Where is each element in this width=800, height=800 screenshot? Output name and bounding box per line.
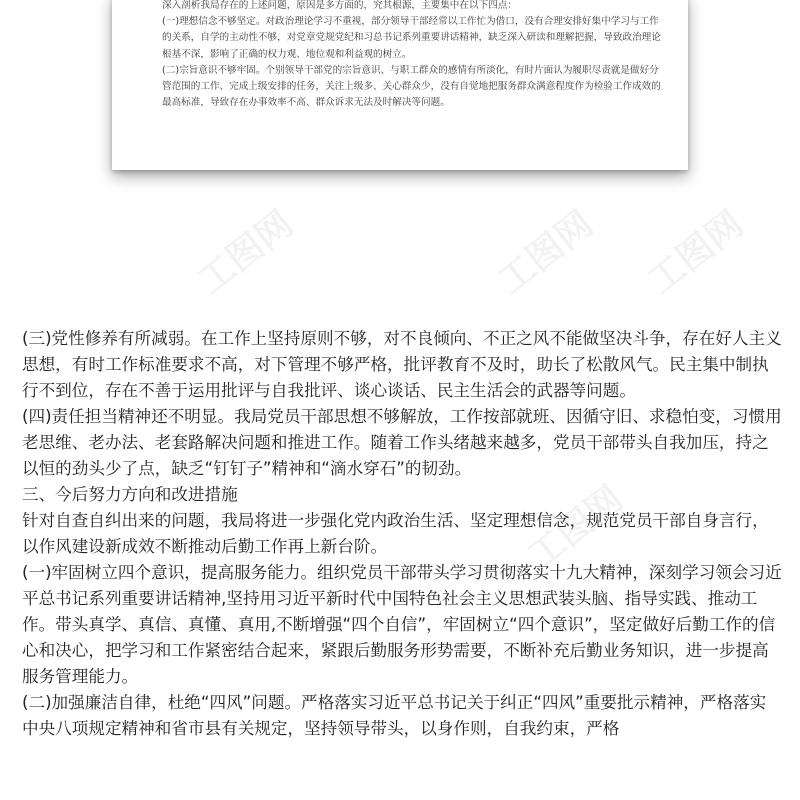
paragraph-4: (四)责任担当精神还不明显。我局党员干部思想不够解放，工作按部就班、因循守旧、求稳怕变，习惯用老思维、老办法、老套路解决问题和推进工作。随着工作头绪越来越多，党员干部带头自我加压，持之以恒的劲头少了点，缺乏“钉钉子”精神和“滴水穿石”的韧劲。 — [22, 407, 782, 478]
watermark: 工图网 — [520, 478, 632, 578]
measure-2: (二)加强廉洁自律，杜绝“四风”问题。严格落实习近平总书记关于纠正“四风”重要批示精神，严格落实中央八项规定精神和省市县有关规定，坚持领导带头，以身作则，自我约束，严格 — [22, 693, 767, 738]
card-para-2: (二)宗旨意识不够牢固。个别领导干部党的宗旨意识、与职工群众的感情有所淡化，有时片面认为履职尽责就是做好分管范围的工作、完成上级安排的任务，关注上级多、关心群众少，没有自觉地把服务群众满意程度作为检验工作成效的最高标准，导致存在办事效率不高、群众诉求无法及时解决等问题。 — [162, 64, 661, 109]
card-intro: 深入剖析我局存在的上述问题，原因是多方面的，究其根源，主要集中在以下四点： — [162, 0, 517, 11]
card-para-1: (一)理想信念不够坚定。对政治理论学习不重视，部分领导干部经常以工作忙为借口，没有合理安排好集中学习与工作的关系，自学的主动性不够，对党章党规党纪和习总书记系列重要讲话精神，缺乏深入研读和理解把握，导致政治理论根基不深，影响了正确的权力观、地位观和利益观的树立。 — [162, 16, 661, 60]
paragraph-intro-3: 针对自查自纠出来的问题，我局将进一步强化党内政治生活、坚定理想信念，规范党员干部自身言行，以作风建设新成效不断推动后勤工作再上新台阶。 — [22, 511, 769, 556]
document-preview-area — [0, 0, 800, 300]
page-text-block — [162, 0, 662, 111]
document-body — [22, 326, 782, 742]
document-page-card — [112, 0, 688, 170]
measure-1: (一)牢固树立四个意识，提高服务能力。组织党员干部带头学习贯彻落实十九大精神，深刻学习领会习近平总书记系列重要讲话精神,坚持用习近平新时代中国特色社会主义思想武装头脑、指导实践、推动工作。带头真学、真信、真懂、真用,不断增强“四个自信”，牢固树立“四个意识”，坚定做好后勤工作的信心和决心，把学习和工作紧密结合起来，紧跟后勤服务形势需要，不断补充后勤业务知识，进一步提高服务管理能力。 — [22, 563, 782, 686]
paragraph-3: (三)党性修养有所减弱。在工作上坚持原则不够，对不良倾向、不正之风不能做坚决斗争，存在好人主义思想，有时工作标准要求不高，对下管理不够严格，批评教育不及时，助长了松散风气。民主集中制执行不到位，存在不善于运用批评与自我批评、谈心谈话、民主生活会的武器等问题。 — [22, 329, 782, 400]
section-heading-3: 三、今后努力方向和改进措施 — [22, 485, 238, 504]
